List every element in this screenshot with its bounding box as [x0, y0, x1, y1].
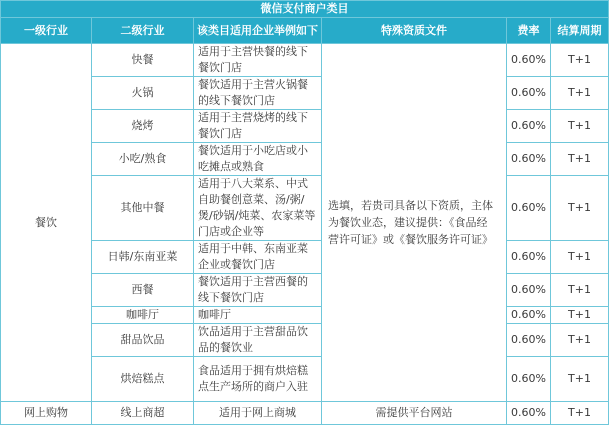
example-cell: 适用于中韩、东南亚菜企业或餐饮门店 [194, 241, 322, 274]
level2-cell: 西餐 [92, 274, 194, 307]
table-title: 微信支付商户类目 [1, 1, 609, 18]
level2-cell: 日韩/东南亚菜 [92, 241, 194, 274]
rate-cell: 0.60% [507, 110, 551, 143]
level2-cell: 线上商超 [92, 402, 194, 425]
settlement-cell: T+1 [551, 324, 609, 357]
settlement-cell: T+1 [551, 274, 609, 307]
qualification-cell-online: 需提供平台网站 [322, 402, 507, 425]
header-level1: 一级行业 [1, 18, 92, 44]
example-cell: 适用于主营快餐的线下餐饮门店 [194, 44, 322, 77]
header-example: 该类目适用企业举例如下 [194, 18, 322, 44]
table-row [1, 176, 609, 241]
table-row [1, 110, 609, 143]
table-row [1, 402, 609, 425]
level2-cell: 烘焙糕点 [92, 357, 194, 402]
table-row [1, 77, 609, 110]
rate-cell: 0.60% [507, 402, 551, 425]
settlement-cell: T+1 [551, 44, 609, 77]
example-cell: 餐饮适用于主营火锅餐的线下餐饮门店 [194, 77, 322, 110]
table-row [1, 241, 609, 274]
level2-cell: 快餐 [92, 44, 194, 77]
rate-cell: 0.60% [507, 241, 551, 274]
example-cell: 咖啡厅 [194, 307, 322, 324]
rate-cell: 0.60% [507, 143, 551, 176]
header-settlement: 结算周期 [551, 18, 609, 44]
header-rate: 费率 [507, 18, 551, 44]
example-cell: 适用于网上商城 [194, 402, 322, 425]
level2-cell: 火锅 [92, 77, 194, 110]
rate-cell: 0.60% [507, 77, 551, 110]
rate-cell: 0.60% [507, 324, 551, 357]
table-row [1, 324, 609, 357]
settlement-cell: T+1 [551, 402, 609, 425]
rate-cell: 0.60% [507, 44, 551, 77]
rate-cell: 0.60% [507, 357, 551, 402]
table-row [1, 44, 609, 77]
settlement-cell: T+1 [551, 110, 609, 143]
settlement-cell: T+1 [551, 77, 609, 110]
settlement-cell: T+1 [551, 143, 609, 176]
settlement-cell: T+1 [551, 307, 609, 324]
example-cell: 餐饮适用于主营西餐的线下餐饮门店 [194, 274, 322, 307]
example-cell: 饮品适用于主营甜品饮品的餐饮业 [194, 324, 322, 357]
table-row [1, 307, 609, 324]
example-cell: 食品适用于拥有烘焙糕点生产场所的商户入驻 [194, 357, 322, 402]
rate-cell: 0.60% [507, 307, 551, 324]
level1-cell-catering: 餐饮 [1, 44, 92, 402]
level2-cell: 烧烤 [92, 110, 194, 143]
table-row [1, 357, 609, 402]
level2-cell: 甜品饮品 [92, 324, 194, 357]
table-row [1, 143, 609, 176]
level2-cell: 小吃/熟食 [92, 143, 194, 176]
level2-cell: 其他中餐 [92, 176, 194, 241]
rate-cell: 0.60% [507, 274, 551, 307]
settlement-cell: T+1 [551, 357, 609, 402]
level1-cell-online: 网上购物 [1, 402, 92, 425]
header-qualification: 特殊资质文件 [322, 18, 507, 44]
example-cell: 适用于八大菜系、中式自助餐创意菜、汤/粥/煲/砂锅/炖菜、农家菜等门店或企业等 [194, 176, 322, 241]
level2-cell: 咖啡厅 [92, 307, 194, 324]
settlement-cell: T+1 [551, 241, 609, 274]
header-level2: 二级行业 [92, 18, 194, 44]
rate-cell: 0.60% [507, 176, 551, 241]
qualification-cell-catering: 选填，若贵司具备以下资质，主体为餐饮业态，建议提供：《食品经营许可证》或《餐饮服务许可证》 [322, 44, 507, 402]
example-cell: 适用于主营烧烤的线下餐饮门店 [194, 110, 322, 143]
example-cell: 餐饮适用于小吃店或小吃摊点或熟食 [194, 143, 322, 176]
settlement-cell: T+1 [551, 176, 609, 241]
table-row [1, 274, 609, 307]
